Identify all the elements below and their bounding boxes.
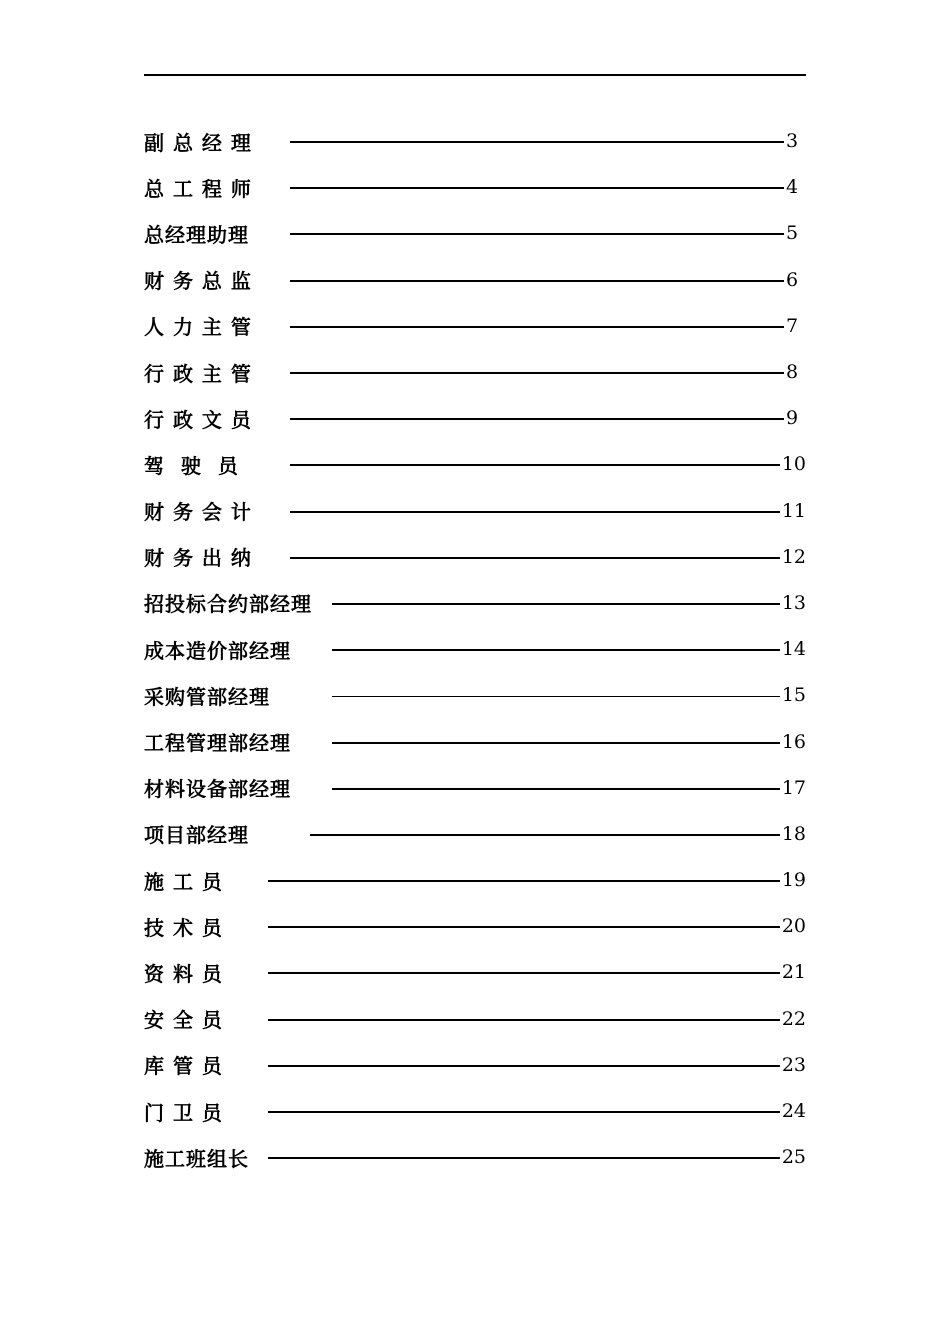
toc-leader-line [290,326,784,328]
toc-entry-page: 15 [781,684,806,707]
toc-entry-page: 17 [781,776,806,799]
toc-entry-page: 13 [781,591,806,614]
toc-entry[interactable] [144,672,806,718]
toc-entry-page: 12 [781,545,806,568]
toc-leader-line [268,926,780,928]
toc-entry-page: 18 [781,822,806,845]
toc-entry-title: 成本造价部经理 [144,638,291,663]
toc-leader-line [268,1019,780,1021]
toc-entry[interactable] [144,1042,806,1088]
toc-entry-page: 21 [781,961,806,984]
toc-entry[interactable] [144,996,806,1042]
toc-entry[interactable] [144,765,806,811]
toc-entry[interactable] [144,257,806,303]
toc-entry-title: 施 工 员 [144,869,223,894]
toc-entry-title: 总 工 程 师 [144,176,252,201]
toc-leader-line [268,1111,780,1113]
toc-entry-title: 工程管理部经理 [144,731,291,756]
toc-entry[interactable] [144,441,806,487]
toc-entry-page: 5 [786,222,799,245]
toc-entry-page: 3 [786,130,799,153]
toc-entry[interactable] [144,580,806,626]
toc-entry-title: 施工班组长 [144,1146,249,1171]
toc-entry-title: 采购管部经理 [144,684,270,709]
header-rule [144,74,806,76]
toc-entry-page: 7 [786,314,799,337]
toc-entry[interactable] [144,857,806,903]
toc-leader-line [290,372,784,374]
toc-entry[interactable] [144,903,806,949]
toc-entry-title: 驾 驶 员 [144,453,239,478]
toc-entry[interactable] [144,1134,806,1180]
toc-entry[interactable] [144,395,806,441]
toc-leader-line [290,464,780,466]
toc-entry[interactable] [144,118,806,164]
toc-entry-title: 材料设备部经理 [144,777,291,802]
toc-entry[interactable] [144,488,806,534]
toc-entry-page: 25 [781,1146,806,1169]
toc-leader-line [268,972,780,974]
toc-entry-page: 6 [786,268,799,291]
toc-entry-title: 库 管 员 [144,1054,223,1079]
toc-leader-line [268,1157,780,1159]
toc-entry[interactable] [144,210,806,256]
toc-leader-line [332,696,780,697]
table-of-contents [144,118,806,1180]
toc-entry-page: 20 [781,915,806,938]
toc-entry-page: 9 [786,407,799,430]
toc-entry-page: 8 [786,361,799,384]
toc-entry-title: 人 力 主 管 [144,315,252,340]
toc-entry[interactable] [144,349,806,395]
toc-entry-title: 门 卫 员 [144,1100,223,1125]
toc-entry-title: 财 务 会 计 [144,500,252,525]
toc-entry-title: 招投标合约部经理 [144,592,312,617]
toc-entry[interactable] [144,811,806,857]
toc-leader-line [310,834,780,836]
toc-entry-page: 10 [781,453,806,476]
toc-entry-page: 14 [781,638,806,661]
toc-entry-page: 22 [781,1007,806,1030]
toc-entry[interactable] [144,164,806,210]
toc-leader-line [290,557,780,559]
toc-entry-page: 19 [781,869,806,892]
toc-entry-title: 技 术 员 [144,915,223,940]
toc-entry-page: 16 [781,730,806,753]
toc-leader-line [290,141,784,143]
toc-leader-line [268,1065,780,1067]
toc-leader-line [268,880,780,882]
toc-entry[interactable] [144,1088,806,1134]
toc-leader-line [332,788,780,790]
toc-entry-page: 24 [781,1100,806,1123]
toc-entry[interactable] [144,534,806,580]
toc-entry[interactable] [144,718,806,764]
toc-entry[interactable] [144,303,806,349]
toc-leader-line [290,511,780,513]
toc-leader-line [290,187,784,189]
toc-leader-line [332,603,780,605]
toc-leader-line [290,233,784,235]
toc-leader-line [332,649,780,651]
toc-leader-line [332,742,780,744]
toc-entry-title: 项目部经理 [144,823,249,848]
toc-entry-title: 总经理助理 [144,222,249,247]
toc-entry-title: 安 全 员 [144,1008,223,1033]
toc-entry-title: 财 务 出 纳 [144,546,252,571]
toc-leader-line [290,418,784,420]
toc-entry-title: 财 务 总 监 [144,269,252,294]
toc-entry-title: 副 总 经 理 [144,130,252,155]
toc-entry-title: 资 料 员 [144,961,223,986]
toc-entry-title: 行 政 主 管 [144,361,252,386]
toc-entry-page: 4 [786,176,799,199]
toc-entry[interactable] [144,626,806,672]
toc-entry-page: 11 [781,499,806,522]
toc-entry-title: 行 政 文 员 [144,407,252,432]
toc-entry-page: 23 [781,1053,806,1076]
toc-entry[interactable] [144,949,806,995]
toc-leader-line [290,280,784,282]
